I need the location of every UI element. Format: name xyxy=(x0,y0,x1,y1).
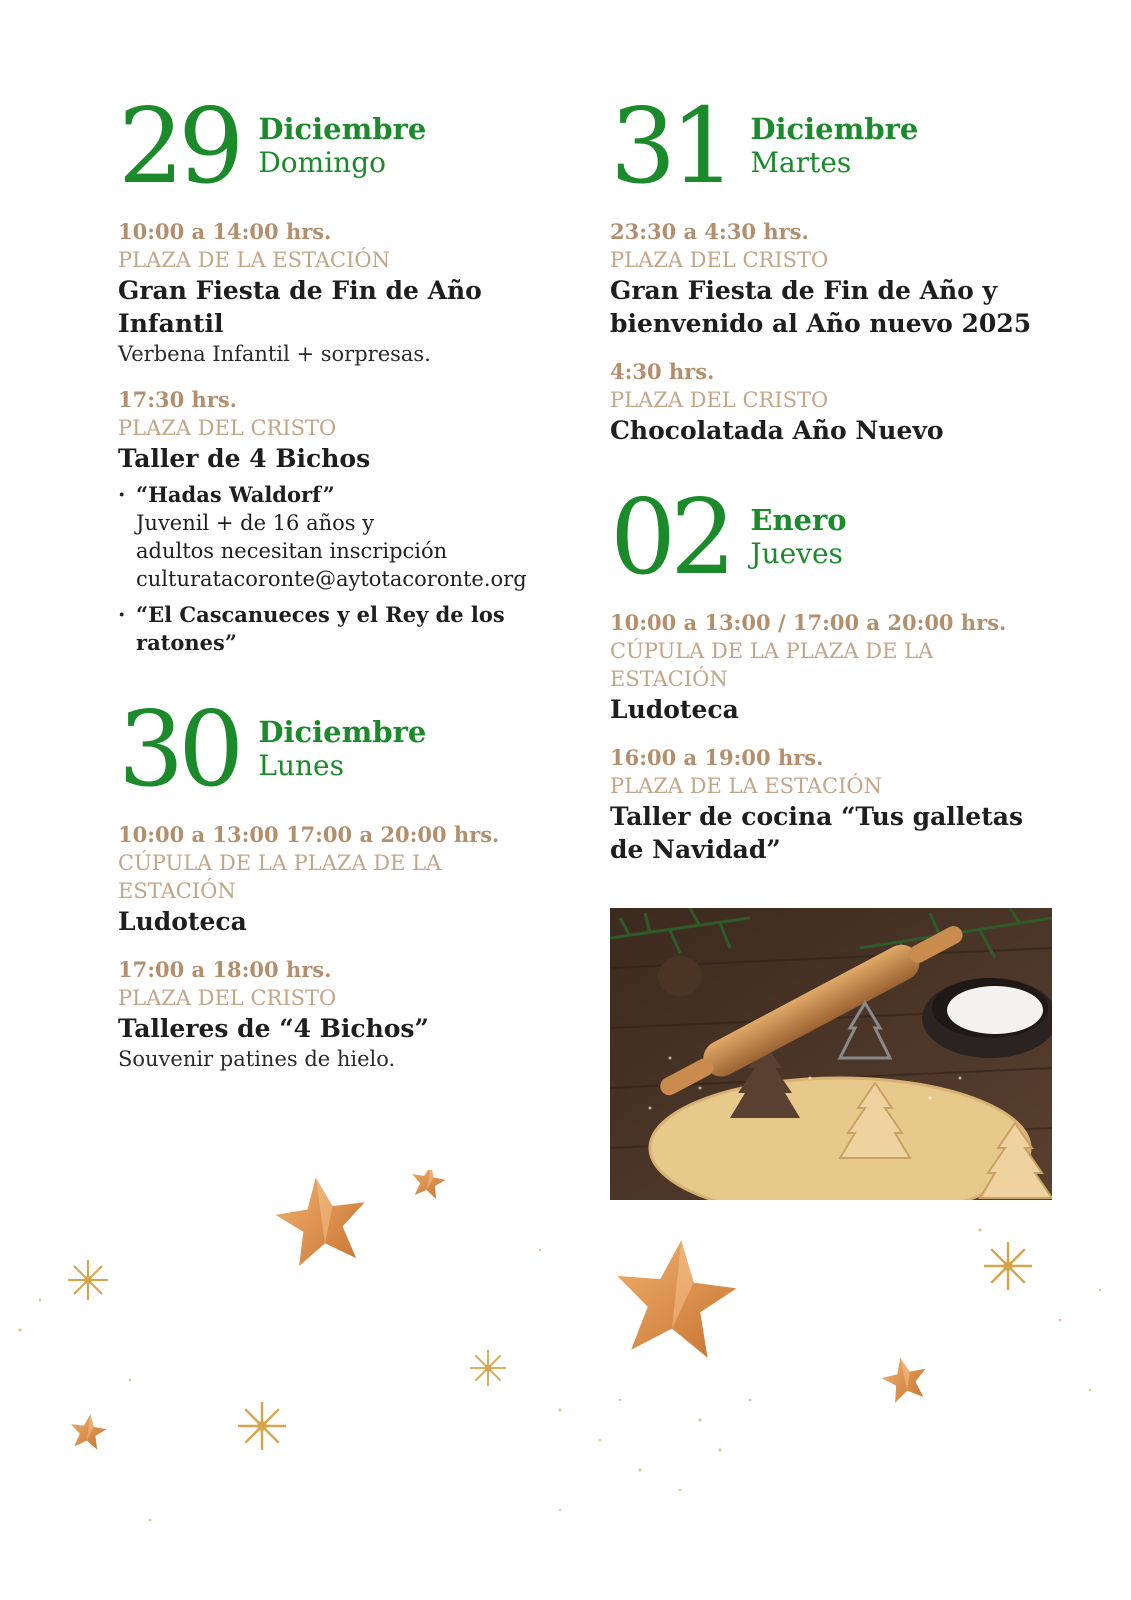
left-column xyxy=(118,85,568,1091)
star-icon xyxy=(271,1171,372,1268)
event-title: Taller de cocina “Tus galletas de Navidad” xyxy=(610,802,1024,864)
event-title: Talleres de “4 Bichos” xyxy=(118,1014,429,1043)
star-icon xyxy=(610,1234,741,1360)
event-place: PLAZA DE LA ESTACIÓN xyxy=(118,248,390,272)
month-label: Diciembre xyxy=(750,112,919,146)
event-place: PLAZA DEL CRISTO xyxy=(118,986,337,1010)
event-time: 23:30 a 4:30 hrs. xyxy=(610,219,809,244)
event-time: 10:00 a 13:00 / 17:00 a 20:00 hrs. xyxy=(610,610,1007,635)
day-02 xyxy=(610,476,1050,866)
snowflake-icon xyxy=(984,1242,1032,1290)
event-time: 10:00 a 13:00 17:00 a 20:00 hrs. xyxy=(118,822,500,847)
event xyxy=(118,218,568,368)
day-header xyxy=(118,688,568,810)
weekday-label: Domingo xyxy=(258,146,386,179)
day-31 xyxy=(610,85,1050,447)
day-number: 29 xyxy=(118,85,239,207)
bullet-item xyxy=(118,481,568,593)
event-time: 4:30 hrs. xyxy=(610,359,715,384)
event-time: 16:00 a 19:00 hrs. xyxy=(610,745,824,770)
snowflake-icon xyxy=(238,1402,286,1450)
day-number: 31 xyxy=(610,85,731,207)
event xyxy=(610,358,1050,447)
event-title: Taller de 4 Bichos xyxy=(118,444,371,473)
flour-bowl-icon xyxy=(922,978,1052,1058)
month-label: Diciembre xyxy=(258,715,427,749)
bullet-item xyxy=(118,601,526,657)
weekday-label: Lunes xyxy=(258,749,344,782)
snowflake-icon xyxy=(68,1260,108,1300)
event-place: PLAZA DEL CRISTO xyxy=(610,248,829,272)
day-header xyxy=(118,85,568,207)
bullet-title: · “El Cascanueces y el Rey de los ratones” xyxy=(136,602,505,655)
right-column xyxy=(610,85,1050,884)
weekday-label: Martes xyxy=(750,146,852,179)
day-number: 02 xyxy=(610,476,731,598)
event-place: CÚPULA DE LA PLAZA DE LA ESTACIÓN xyxy=(610,639,934,691)
month-label: Enero xyxy=(750,503,847,537)
event xyxy=(610,609,1050,726)
event-title: Gran Fiesta de Fin de Año y bienvenido al Año nuevo 2025 xyxy=(610,276,1032,338)
event-title: Chocolatada Año Nuevo xyxy=(610,416,944,445)
event-place: CÚPULA DE LA PLAZA DE LA ESTACIÓN xyxy=(118,851,442,903)
event xyxy=(610,744,1050,866)
event xyxy=(118,386,568,657)
bullet-title: · “Hadas Waldorf” xyxy=(136,482,335,507)
snowflake-icon xyxy=(470,1350,506,1386)
day-header xyxy=(610,85,1050,207)
cookie-baking-photo xyxy=(610,908,1052,1200)
star-icon xyxy=(68,1412,108,1451)
event-title: Ludoteca xyxy=(118,907,247,936)
event-place: PLAZA DE LA ESTACIÓN xyxy=(610,774,882,798)
day-number: 30 xyxy=(118,688,239,810)
event-time: 10:00 a 14:00 hrs. xyxy=(118,219,332,244)
month-label: Diciembre xyxy=(258,112,427,146)
day-header xyxy=(610,476,1050,598)
decorative-stars xyxy=(0,1170,1131,1600)
event-time: 17:30 hrs. xyxy=(118,387,237,412)
event-description: Souvenir patines de hielo. xyxy=(118,1047,396,1071)
weekday-label: Jueves xyxy=(750,537,843,570)
star-icon xyxy=(409,1170,448,1200)
day-30 xyxy=(118,688,568,1073)
event xyxy=(118,821,568,938)
bullet-line: adultos necesitan inscripción xyxy=(136,539,448,563)
event-title: Ludoteca xyxy=(610,695,739,724)
bullet-line: Juvenil + de 16 años y xyxy=(136,511,375,535)
event-bullet-list xyxy=(118,481,568,657)
event-place: PLAZA DEL CRISTO xyxy=(610,388,829,412)
event xyxy=(610,218,1050,340)
bullet-email: culturatacoronte@aytotacoronte.org xyxy=(136,567,527,591)
event-time: 17:00 a 18:00 hrs. xyxy=(118,957,332,982)
day-29 xyxy=(118,85,568,657)
event-place: PLAZA DEL CRISTO xyxy=(118,416,337,440)
event xyxy=(118,956,568,1073)
event-description: Verbena Infantil + sorpresas. xyxy=(118,342,431,366)
event-title: Gran Fiesta de Fin de Año Infantil xyxy=(118,276,482,338)
star-icon xyxy=(878,1353,931,1404)
pine-cone-icon xyxy=(658,956,702,996)
